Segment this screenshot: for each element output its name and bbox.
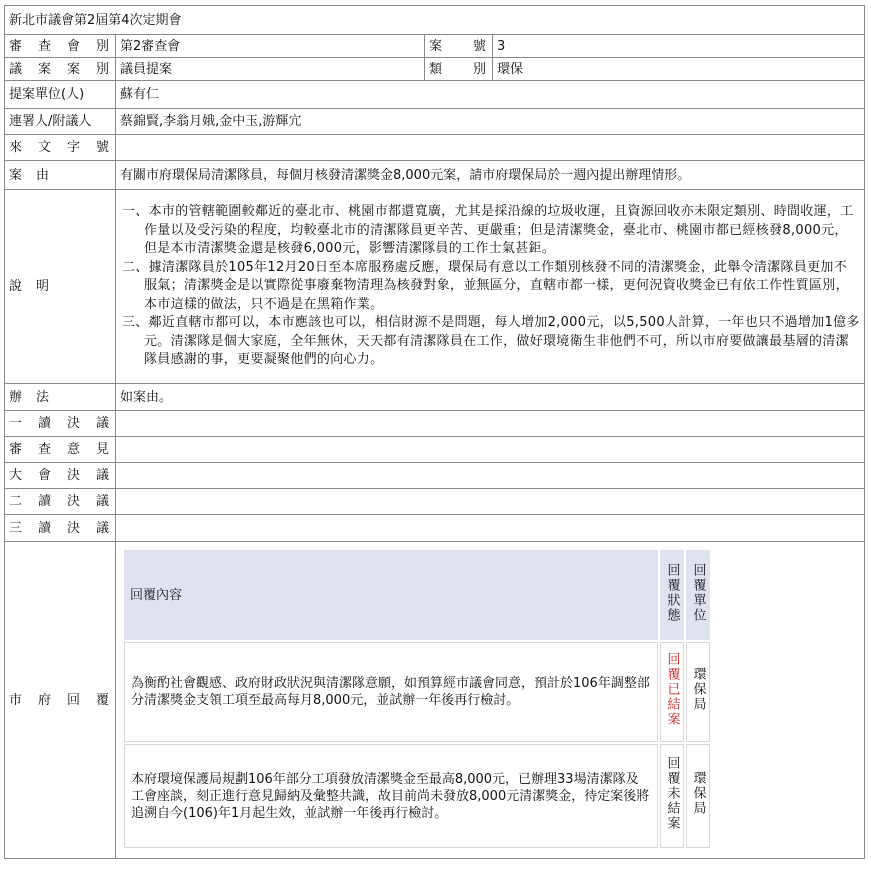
first-reading-value: [116, 411, 865, 437]
third-reading-value: [116, 515, 865, 542]
explanation-value: [116, 190, 865, 384]
case-no-label: 案號: [425, 35, 493, 58]
committee-label: 審查會別: [5, 35, 116, 58]
case-no-value: 3: [493, 35, 865, 58]
proposal-type-value: 議員提案: [116, 58, 425, 81]
reply-row-content: 為衡酌社會觀感、政府財政狀況與清潔隊意願，如預算經市議會同意，預計於106年調整部分清潔獎金支領工項至最高每月8,000元，並試辦一年後再行檢討。: [124, 642, 658, 742]
subject-label: [5, 161, 116, 190]
gov-reply-cell: [116, 542, 865, 859]
gov-reply-label: 市府回覆: [5, 542, 116, 859]
reply-row-status-text: 回覆未結案: [664, 756, 680, 831]
reply-header-unit: [686, 550, 710, 640]
proposal-table: [4, 5, 865, 859]
reply-header-content: 回覆內容: [124, 550, 658, 640]
third-reading-label: 三讀決議: [5, 515, 116, 542]
reply-row-unit: [686, 642, 710, 742]
proposer-label: 提案單位(人): [5, 81, 116, 109]
reply-table: [122, 548, 712, 850]
doc-no-value: [116, 135, 865, 161]
reply-row-status: [660, 744, 684, 848]
second-reading-value: [116, 489, 865, 515]
method-label-text: 辦法: [9, 389, 64, 405]
reply-row-status: [660, 642, 684, 742]
reply-row-unit-text: 環保局: [690, 667, 706, 712]
reply-row-unit: [686, 744, 710, 848]
subject-label-text: 案由: [9, 167, 64, 183]
doc-no-label: 來文字號: [5, 135, 116, 161]
cosigners-label: 連署人/附議人: [5, 109, 116, 135]
proposer-value: 蘇有仁: [116, 81, 865, 109]
cosigners-value: 蔡錦賢,李翁月娥,金中玉,游輝宂: [116, 109, 865, 135]
reply-header-status: [660, 550, 684, 640]
review-opinion-label: 審查意見: [5, 437, 116, 463]
explanation-item: 三、鄰近直轄市都可以，本市應該也可以，相信財源不是問題，每人增加2,000元，以5,500人計算，一年也只不過增加1億多元。清潔隊是個大家庭，全年無休，天天都有清潔隊員在工作，做好環境衛生非他們不可，所以市府要做讓最基層的清潔隊員感謝的事，更要凝聚他們的向心力。: [122, 315, 860, 368]
reply-header-unit-text: 回覆單位: [690, 562, 706, 623]
category-label: 類別: [425, 58, 493, 81]
explanation-item: 一、本市的管轄範圍較鄰近的臺北市、桃園市都還寬廣，尤其是採沿線的垃圾收運，且資源回收亦未限定類別、時間收運，工作量以及受污染的程度，均較臺北市的清潔隊員更辛苦、更嚴重；但是清潔獎金，臺北市、桃園市都已經核發8,000元，但是本市清潔獎金還是核發6,000元，影響清潔隊員的工作士氣甚鉅。: [122, 204, 854, 257]
assembly-value: [116, 463, 865, 489]
proposal-type-label: 議案案別: [5, 58, 116, 81]
method-value: 如案由。: [116, 384, 865, 411]
review-opinion-value: [116, 437, 865, 463]
reply-row-status-text: 回覆已結案: [664, 652, 680, 727]
explanation-item: 二、據清潔隊員於105年12月20日至本席服務處反應，環保局有意以工作類別核發不同的清潔獎金，此舉令清潔隊員更加不服氣；清潔獎金是以實際從事廢棄物清理為核發對象，並無區分，直轄市都一樣，更何況資收獎金已有依工作性質區別，本市這樣的做法，只不過是在黑箱作業。: [122, 259, 849, 312]
explanation-label-text: 說明: [9, 279, 64, 294]
reply-row-content: 本府環境保護局規劃106年部分工項發放清潔獎金至最高8,000元，已辦理33場清潔隊及工會座談，刻正進行意見歸納及彙整共識，故目前尚未發放8,000元清潔獎金，待定案後將追溯自今(106)年1月起生效，並試辦一年後再行檢討。: [124, 744, 658, 848]
reply-row-unit-text: 環保局: [690, 771, 706, 816]
subject-value: 有關市府環保局清潔隊員，每個月核發清潔獎金8,000元案，請市府環保局於一週內提出辦理情形。: [116, 161, 865, 190]
reply-header-status-text: 回覆狀態: [664, 562, 680, 623]
committee-value: 第2審查會: [116, 35, 425, 58]
page-title: 新北市議會第2屆第4次定期會: [5, 6, 865, 35]
second-reading-label: 二讀決議: [5, 489, 116, 515]
method-label: [5, 384, 116, 411]
category-value: 環保: [493, 58, 865, 81]
assembly-label: 大會決議: [5, 463, 116, 489]
first-reading-label: 一讀決議: [5, 411, 116, 437]
explanation-label: [5, 190, 116, 384]
